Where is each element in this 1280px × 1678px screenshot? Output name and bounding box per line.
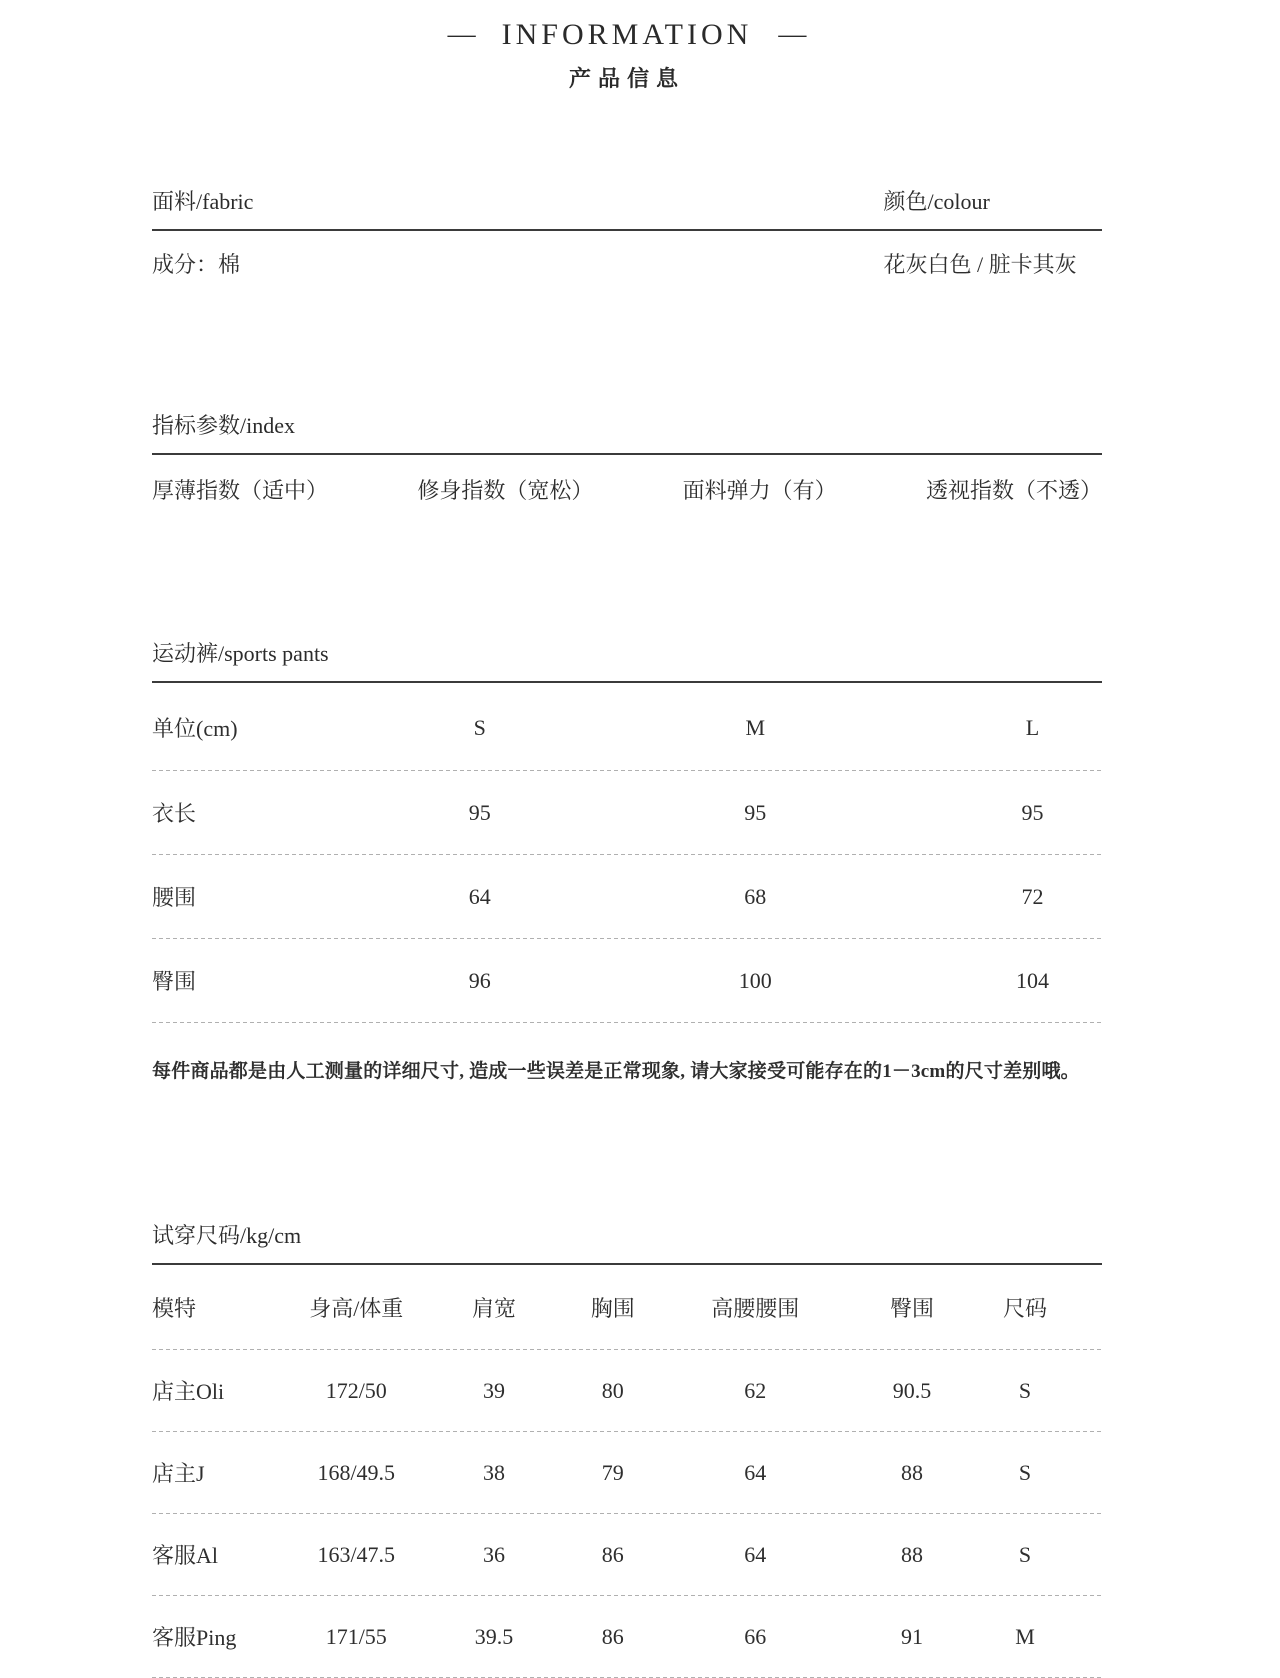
fabric-label: 面料/fabric <box>152 189 254 214</box>
tryon-col-bust: 胸围 <box>590 1296 635 1321</box>
size-row-label: 腰围 <box>152 885 197 910</box>
tryon-hip: 88 <box>901 1459 923 1485</box>
page-subtitle: 产品信息 <box>568 66 685 91</box>
size-col-unit: 单位(cm) <box>152 716 238 741</box>
tryon-model-name: 店主Oli <box>152 1379 225 1404</box>
tryon-shoulder: 39 <box>483 1377 505 1403</box>
tryon-table-row <box>152 1596 1102 1677</box>
tryon-bust: 86 <box>601 1623 624 1649</box>
tryon-height-weight: 168/49.5 <box>317 1459 396 1485</box>
tryon-col-size: 尺码 <box>1002 1296 1047 1321</box>
index-section <box>152 409 1102 505</box>
size-value-m: 68 <box>744 883 767 909</box>
fabric-colour-header-row <box>152 185 1102 216</box>
size-table-row-waist <box>152 855 1102 938</box>
page-header <box>152 18 1102 93</box>
tryon-height-weight: 163/47.5 <box>317 1541 396 1567</box>
size-table-row-length <box>152 771 1102 854</box>
product-info-page <box>152 0 1102 1678</box>
size-value-l: 72 <box>1021 883 1044 909</box>
tryon-bust: 80 <box>601 1377 624 1403</box>
size-value-m: 95 <box>744 799 767 825</box>
tryon-table-row <box>152 1432 1102 1513</box>
size-table-divider <box>152 1022 1102 1023</box>
size-table-header-row <box>152 683 1102 770</box>
size-value-l: 104 <box>1016 967 1049 993</box>
tryon-col-model: 模特 <box>152 1296 197 1321</box>
size-col-l: L <box>1025 714 1040 740</box>
colour-value: 花灰白色 / 脏卡其灰 <box>883 252 1077 277</box>
tryon-bust: 86 <box>601 1541 624 1567</box>
tryon-table-section <box>152 1219 1102 1678</box>
tryon-high-waist: 64 <box>744 1459 767 1485</box>
index-item-fit: 修身指数（宽松） <box>417 478 594 503</box>
tryon-model-name: 客服Al <box>152 1543 219 1568</box>
size-table-row-hip <box>152 939 1102 1022</box>
tryon-bust: 79 <box>601 1459 624 1485</box>
size-value-l: 95 <box>1021 799 1044 825</box>
tryon-hip: 88 <box>901 1541 923 1567</box>
tryon-col-shoulder: 肩宽 <box>471 1296 516 1321</box>
tryon-hip: 90.5 <box>892 1377 932 1403</box>
tryon-shoulder: 38 <box>483 1459 505 1485</box>
index-row <box>152 455 1102 505</box>
tryon-model-name: 客服Ping <box>152 1625 237 1650</box>
size-table-label: 运动裤/sports pants <box>152 641 329 666</box>
title-dash-right: — <box>778 19 807 50</box>
tryon-size: S <box>1018 1541 1032 1567</box>
index-item-elasticity: 面料弹力（有） <box>682 478 837 503</box>
tryon-col-height-weight: 身高/体重 <box>309 1296 404 1321</box>
size-col-m: M <box>745 714 766 740</box>
tryon-table-row <box>152 1350 1102 1431</box>
tryon-table-header-row <box>152 1265 1102 1349</box>
tryon-height-weight: 171/55 <box>325 1623 387 1649</box>
tryon-high-waist: 64 <box>744 1541 767 1567</box>
tryon-size: M <box>1015 1623 1035 1649</box>
page-title <box>152 18 1102 52</box>
tryon-col-high-waist: 高腰腰围 <box>711 1296 800 1321</box>
fabric-value: 成分：棉 <box>152 252 241 277</box>
tryon-high-waist: 62 <box>744 1377 767 1403</box>
size-value-s: 64 <box>468 883 491 909</box>
tryon-size: S <box>1018 1459 1032 1485</box>
tryon-height-weight: 172/50 <box>325 1377 387 1403</box>
size-col-s: S <box>473 714 486 740</box>
size-value-m: 100 <box>738 967 772 993</box>
tryon-model-name: 店主J <box>152 1461 205 1486</box>
tryon-high-waist: 66 <box>744 1623 767 1649</box>
colour-label: 颜色/colour <box>883 189 990 214</box>
size-row-label: 衣长 <box>152 801 197 826</box>
size-row-label: 臀围 <box>152 969 197 994</box>
tryon-size: S <box>1018 1377 1032 1403</box>
index-item-transparency: 透视指数（不透） <box>925 478 1102 503</box>
tryon-shoulder: 36 <box>483 1541 505 1567</box>
tryon-hip: 91 <box>901 1623 923 1649</box>
size-value-s: 95 <box>468 799 491 825</box>
size-table-section <box>152 637 1102 1083</box>
fabric-colour-section <box>152 185 1102 279</box>
title-dash-left: — <box>447 19 476 50</box>
tryon-col-hip: 臀围 <box>889 1296 934 1321</box>
tryon-table-label: 试穿尺码/kg/cm <box>152 1223 302 1248</box>
fabric-colour-value-row <box>152 231 1102 279</box>
index-item-thickness: 厚薄指数（适中） <box>152 478 329 503</box>
tryon-table-row <box>152 1514 1102 1595</box>
index-section-label: 指标参数/index <box>152 413 295 438</box>
size-value-s: 96 <box>468 967 491 993</box>
tryon-shoulder: 39.5 <box>474 1623 514 1649</box>
title-text: INFORMATION <box>501 18 753 51</box>
measurement-note: 每件商品都是由人工测量的详细尺寸, 造成一些误差是正常现象, 请大家接受可能存在的1－3cm的尺寸差别哦。 <box>152 1061 1080 1082</box>
